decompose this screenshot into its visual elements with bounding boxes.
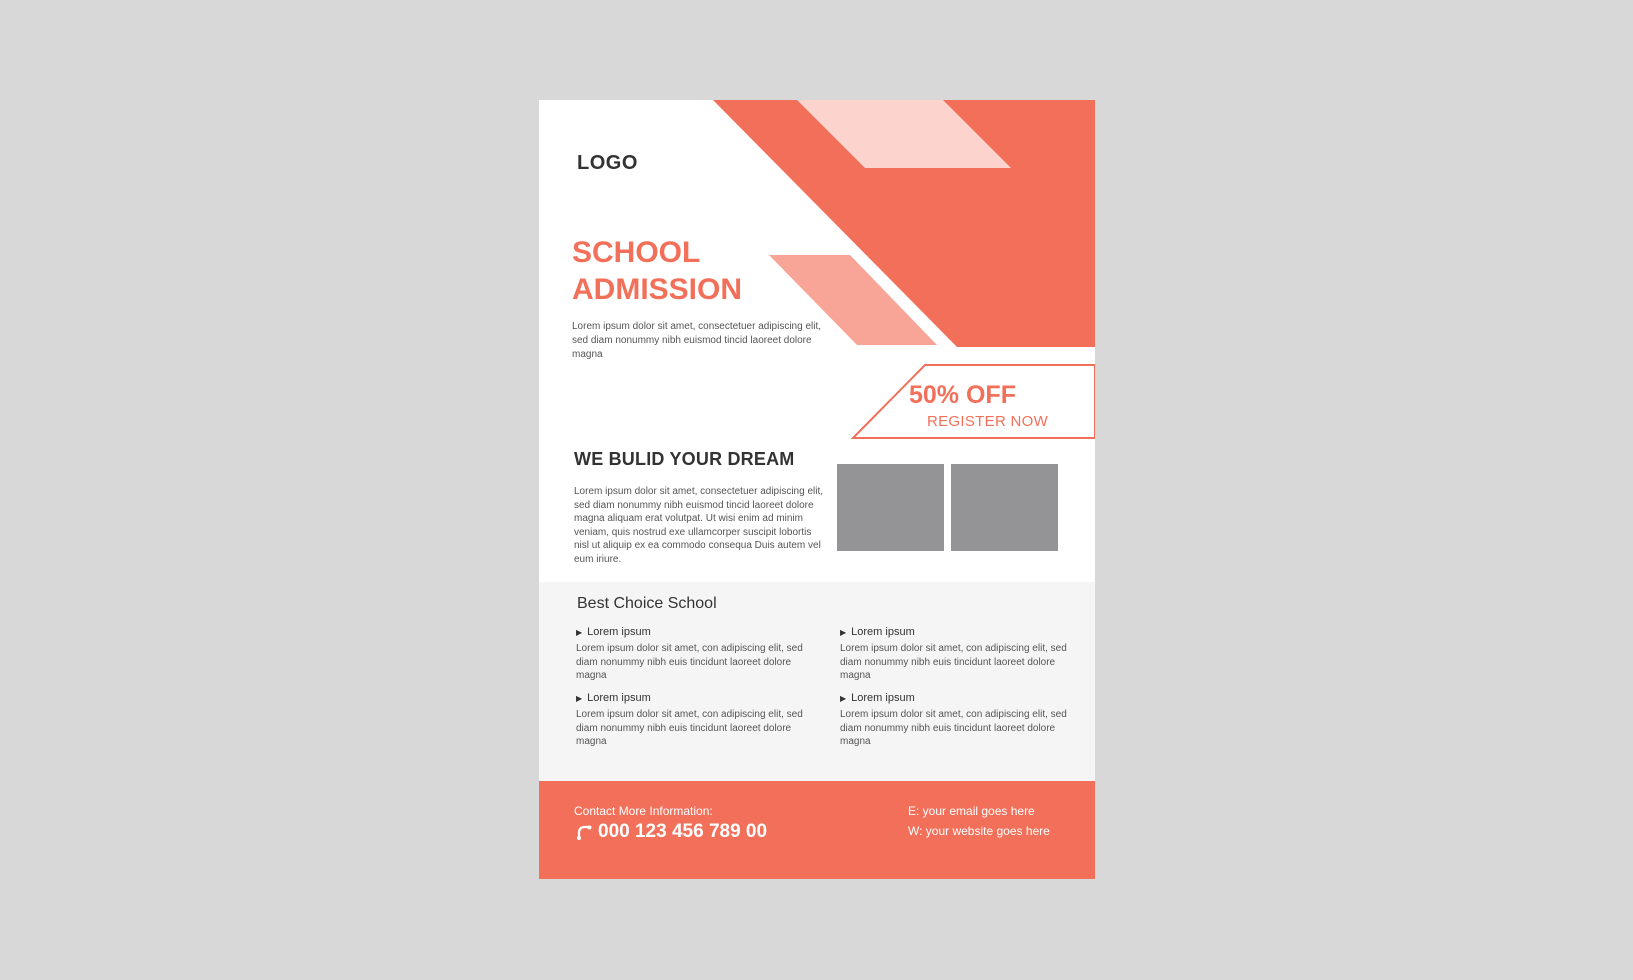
- triangle-bullet-icon: ▶: [840, 627, 847, 637]
- feature-title: Lorem ipsum: [587, 692, 651, 704]
- photo-placeholder: [951, 464, 1058, 551]
- phone-text: 000 123 456 789 00: [598, 821, 768, 842]
- feature-title: Lorem ipsum: [851, 692, 915, 704]
- phone-number[interactable]: [576, 821, 767, 843]
- photo-placeholder: [837, 464, 944, 551]
- feature-body: Lorem ipsum dolor sit amet, con adipiscing elit, sed diam nonummy nibh euis tincidunt laoreet dolore magna: [840, 709, 1067, 747]
- feature-title: Lorem ipsum: [851, 626, 915, 638]
- intro-text: Lorem ipsum dolor sit amet, consectetuer adipiscing elit, sed diam nonummy nibh euismod tincid laoreet dolore magna: [572, 321, 822, 360]
- feature-body: Lorem ipsum dolor sit amet, con adipiscing elit, sed diam nonummy nibh euis tincidunt laoreet dolore magna: [576, 643, 803, 681]
- feature-title: Lorem ipsum: [587, 626, 651, 638]
- phone-icon: [576, 824, 592, 840]
- feature-item: [576, 625, 806, 683]
- flyer: [539, 100, 1095, 879]
- dream-body: Lorem ipsum dolor sit amet, consectetuer adipiscing elit, sed diam nonummy nibh euismod tincid laoreet dolore magna aliquam erat volutpat. Ut wisi enim ad minim veniam, quis nostrud exe ullamcorper suscipit lobortis nisl ut aliquip ex ea commodo consequa Duis autem vel eum iriure.: [574, 486, 824, 565]
- feature-body: Lorem ipsum dolor sit amet, con adipiscing elit, sed diam nonummy nibh euis tincidunt laoreet dolore magna: [576, 709, 803, 747]
- website-link[interactable]: W: your website goes here: [908, 824, 1050, 838]
- triangle-bullet-icon: ▶: [576, 627, 583, 637]
- feature-body: Lorem ipsum dolor sit amet, con adipiscing elit, sed diam nonummy nibh euis tincidunt laoreet dolore magna: [840, 643, 1067, 681]
- best-choice-heading: Best Choice School: [577, 595, 717, 612]
- triangle-bullet-icon: ▶: [576, 693, 583, 703]
- feature-item: [576, 691, 806, 749]
- title-line-1: SCHOOL: [572, 236, 701, 269]
- title-line-2: ADMISSION: [572, 273, 743, 306]
- feature-item: [840, 625, 1070, 683]
- register-now-link[interactable]: REGISTER NOW: [927, 413, 1049, 430]
- dream-heading: WE BULID YOUR DREAM: [574, 449, 795, 469]
- contact-footer: [539, 781, 1095, 879]
- email-link[interactable]: E: your email goes here: [908, 804, 1035, 818]
- logo: LOGO: [577, 152, 638, 174]
- contact-label: Contact More Information:: [574, 804, 713, 818]
- page-title: [572, 234, 812, 308]
- triangle-bullet-icon: ▶: [840, 693, 847, 703]
- offer-headline: 50% OFF: [909, 381, 1016, 409]
- feature-item: [840, 691, 1070, 749]
